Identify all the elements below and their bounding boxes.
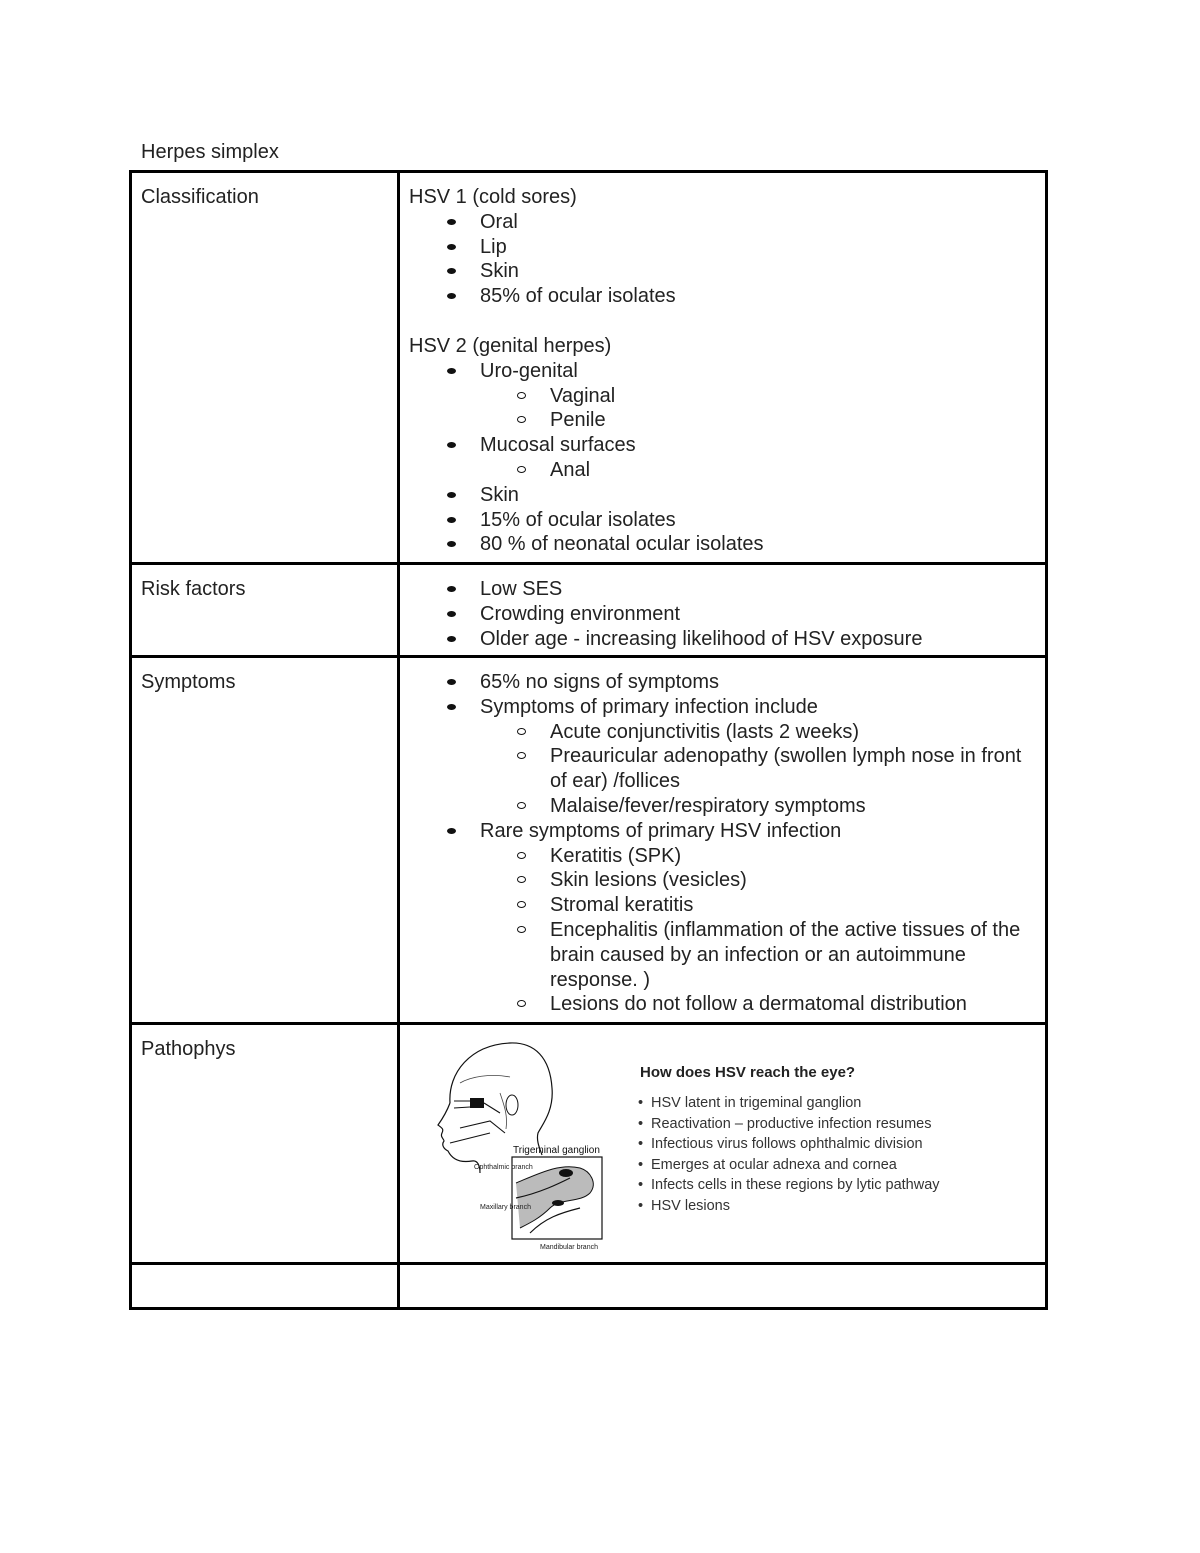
risk-list	[409, 577, 1045, 651]
content-cell	[399, 1024, 1047, 1264]
sub-list	[480, 720, 1045, 819]
label-cell	[131, 657, 399, 1024]
sub-list-item: Vaginal	[409, 384, 1045, 409]
list-item: Rare symptoms of primary HSV infection Keratitis (SPK) Skin lesions (vesicles) Stromal keratitis Encephalitis (inflammation of the active tissues of the brain caused by an infection or an autoimmune response. ) Lesions do not follow a dermatomal distribution	[409, 819, 1045, 1017]
list-item: Lip	[409, 235, 1045, 260]
sub-list-item: Lesions do not follow a dermatomal distribution	[409, 992, 1045, 1017]
list-item: Uro-genital Vaginal Penile	[409, 359, 1045, 433]
list-item: Oral	[409, 210, 1045, 235]
sub-list-item: Anal	[409, 458, 1045, 483]
sub-list-item: Stromal keratitis	[409, 893, 1045, 918]
table-row-symptoms	[131, 657, 1047, 1024]
row-label: Pathophys	[141, 1038, 236, 1060]
mandibular-branch-label: Mandibular branch	[540, 1244, 598, 1251]
list-item: Skin	[409, 259, 1045, 284]
row-label: Symptoms	[141, 671, 236, 693]
content-cell	[399, 172, 1047, 564]
sub-list	[480, 458, 1045, 483]
hsv1-list	[409, 210, 1045, 309]
figure-bullet-list	[638, 1093, 940, 1216]
diagram-title: Trigeminal ganglion	[513, 1145, 600, 1156]
content-cell	[399, 564, 1047, 657]
list-item: 65% no signs of symptoms	[409, 670, 1045, 695]
figure-bullet: • Infectious virus follows ophthalmic division	[638, 1134, 940, 1155]
list-item: 80 % of neonatal ocular isolates	[409, 532, 1045, 557]
sub-list-item: Malaise/fever/respiratory symptoms	[409, 794, 1045, 819]
sub-list-item: Penile	[409, 408, 1045, 433]
figure-bullet: • Emerges at ocular adnexa and cornea	[638, 1155, 940, 1176]
list-item: 85% of ocular isolates	[409, 284, 1045, 309]
pathophys-figure	[400, 1025, 1045, 1262]
figure-bullet: • Reactivation – productive infection resumes	[638, 1114, 940, 1135]
figure-bullet: • HSV lesions	[638, 1196, 940, 1217]
sub-list-item: Skin lesions (vesicles)	[409, 868, 1045, 893]
list-item: Symptoms of primary infection include Acute conjunctivitis (lasts 2 weeks) Preauricular adenopathy (swollen lymph nose in front of ear) /follices Malaise/fever/respiratory symptoms	[409, 695, 1045, 819]
herpes-table	[129, 170, 1048, 1310]
figure-bullet: • Infects cells in these regions by lytic pathway	[638, 1175, 940, 1196]
row-label: Classification	[141, 186, 259, 208]
sub-list-item: Preauricular adenopathy (swollen lymph nose in front of ear) /follices	[409, 744, 1045, 794]
sub-list-item: Encephalitis (inflammation of the active tissues of the brain caused by an infection or an autoimmune response. )	[409, 918, 1045, 992]
label-cell	[131, 172, 399, 564]
empty-label-cell	[131, 1264, 399, 1309]
table-row-classification	[131, 172, 1047, 564]
symptoms-list	[409, 670, 1045, 1017]
label-cell	[131, 564, 399, 657]
figure-heading: How does HSV reach the eye?	[640, 1064, 856, 1081]
hsv2-heading: HSV 2 (genital herpes)	[409, 334, 612, 357]
list-item: 15% of ocular isolates	[409, 508, 1045, 533]
list-item: Older age - increasing likelihood of HSV exposure	[409, 627, 1045, 652]
ophthalmic-branch-label: Ophthalmic branch	[474, 1164, 533, 1171]
row-label: Risk factors	[141, 578, 246, 600]
table-row-risk-factors	[131, 564, 1047, 657]
figure-bullet: • HSV latent in trigeminal ganglion	[638, 1093, 940, 1114]
head-trigeminal-illustration	[430, 1033, 610, 1258]
maxillary-branch-label: Maxillary branch	[480, 1204, 531, 1211]
hsv2-list	[409, 359, 1045, 557]
document-title: Herpes simplex	[141, 141, 279, 163]
sub-list-item: Keratitis (SPK)	[409, 844, 1045, 869]
sub-list-item: Acute conjunctivitis (lasts 2 weeks)	[409, 720, 1045, 745]
hsv1-heading: HSV 1 (cold sores)	[409, 186, 577, 208]
sub-list	[480, 844, 1045, 1018]
empty-content-cell	[399, 1264, 1047, 1309]
list-item: Low SES	[409, 577, 1045, 602]
sub-list	[480, 384, 1045, 434]
list-item: Skin	[409, 483, 1045, 508]
list-item: Mucosal surfaces Anal	[409, 433, 1045, 483]
table-row-empty	[131, 1264, 1047, 1309]
list-item: Crowding environment	[409, 602, 1045, 627]
content-cell	[399, 657, 1047, 1024]
label-cell	[131, 1024, 399, 1264]
table-row-pathophys	[131, 1024, 1047, 1264]
